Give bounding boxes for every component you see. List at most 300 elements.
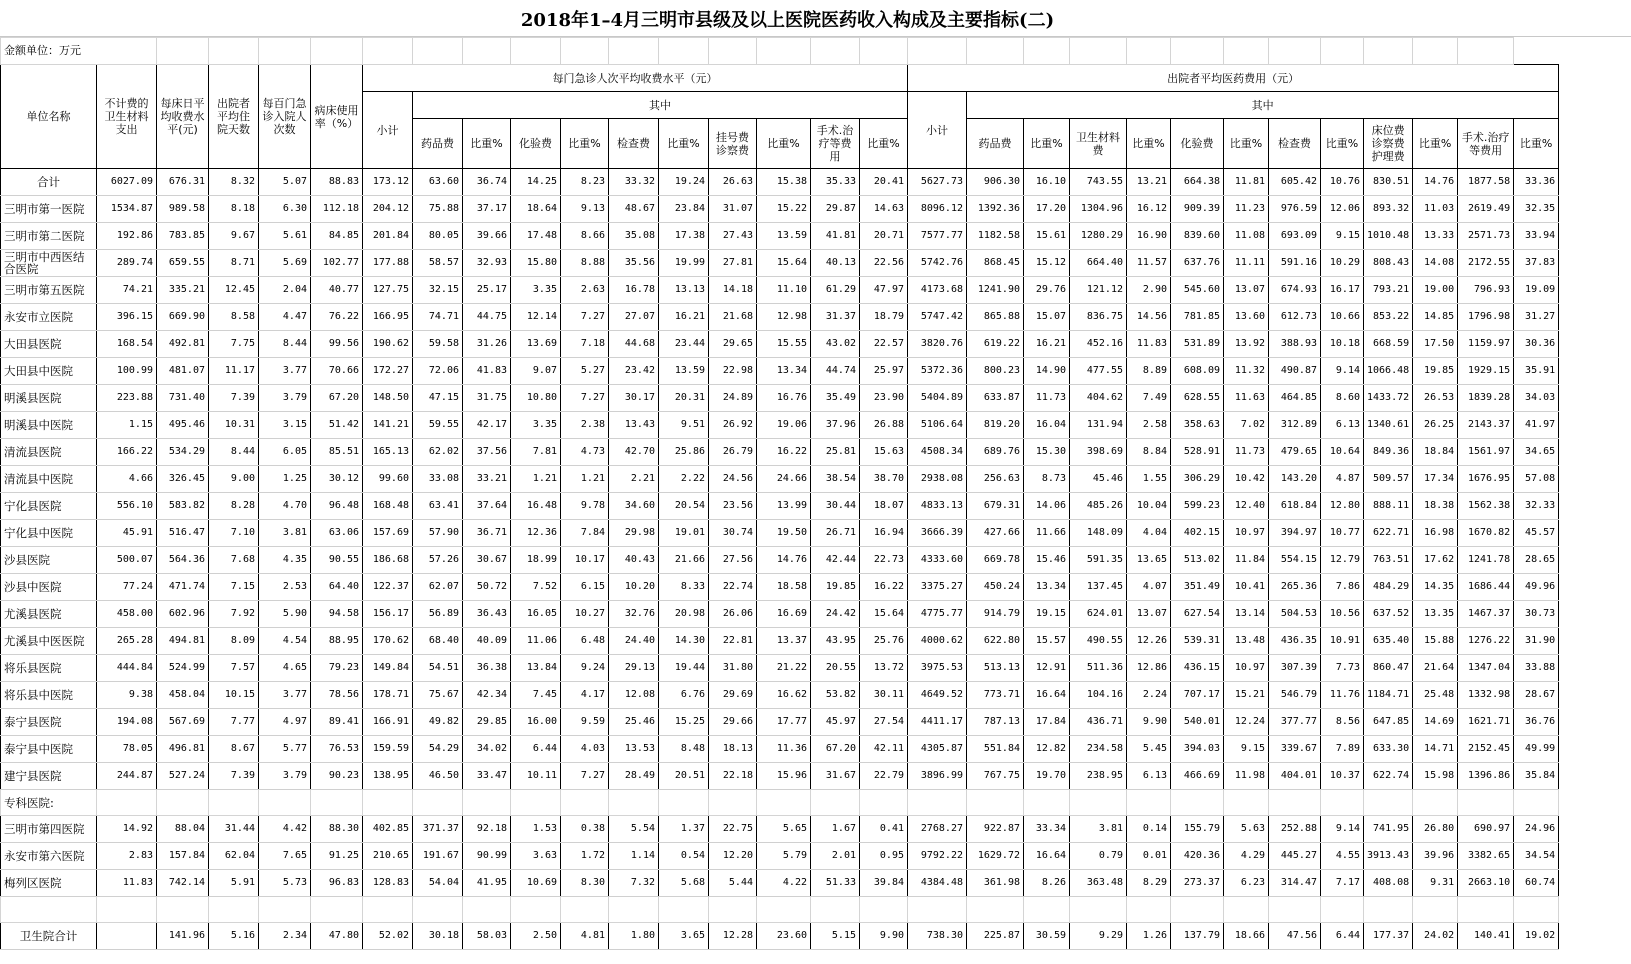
- table-cell: 33.36: [1514, 169, 1559, 196]
- table-cell: 647.85: [1364, 709, 1413, 736]
- table-cell: 204.12: [363, 196, 413, 223]
- table-cell: 495.46: [157, 412, 209, 439]
- table-cell: 59.58: [413, 331, 463, 358]
- table-cell: 9.07: [511, 358, 561, 385]
- table-cell: 783.85: [157, 223, 209, 250]
- table-cell: 24.96: [1514, 816, 1559, 843]
- table-cell: 5.63: [1224, 816, 1269, 843]
- table-cell: 339.67: [1269, 736, 1321, 763]
- table-cell: 11.08: [1224, 223, 1269, 250]
- table-cell: 8.23: [561, 169, 609, 196]
- table-cell: 860.47: [1364, 655, 1413, 682]
- table-cell: 223.88: [97, 385, 157, 412]
- table-cell: [1024, 897, 1070, 923]
- table-cell: 1159.97: [1458, 331, 1514, 358]
- table-cell: 37.56: [463, 439, 511, 466]
- table-cell: 35.56: [609, 250, 659, 277]
- table-cell: 627.54: [1171, 601, 1224, 628]
- table-cell: 3.63: [511, 843, 561, 870]
- table-cell: 7577.77: [908, 223, 967, 250]
- table-cell: 194.08: [97, 709, 157, 736]
- table-cell: 15.22: [757, 196, 811, 223]
- table-cell: 15.64: [860, 601, 908, 628]
- table-cell: 30.11: [860, 682, 908, 709]
- table-cell: 168.48: [363, 493, 413, 520]
- table-cell: 8.29: [1127, 870, 1171, 897]
- table-cell: 31.75: [463, 385, 511, 412]
- table-cell: 633.30: [1364, 736, 1413, 763]
- table-cell: 1392.36: [967, 196, 1024, 223]
- table-cell: 635.40: [1364, 628, 1413, 655]
- table-cell: 1467.37: [1458, 601, 1514, 628]
- table-cell: 5.61: [259, 223, 311, 250]
- table-cell: 15.25: [659, 709, 709, 736]
- header-op-drug: 药品费: [413, 119, 463, 169]
- table-cell: 11.23: [1224, 196, 1269, 223]
- table-cell: 76.22: [311, 304, 363, 331]
- table-cell: 4173.68: [908, 277, 967, 304]
- table-cell: 6.30: [259, 196, 311, 223]
- table-cell: 7.27: [561, 304, 609, 331]
- table-cell: 12.40: [1224, 493, 1269, 520]
- table-cell: 394.03: [1171, 736, 1224, 763]
- table-cell: 13.33: [1413, 223, 1458, 250]
- table-cell: 42.11: [860, 736, 908, 763]
- table-cell: 808.43: [1364, 250, 1413, 277]
- table-cell: 10.41: [1224, 574, 1269, 601]
- table-cell: 26.88: [860, 412, 908, 439]
- table-cell: 22.74: [709, 574, 757, 601]
- table-cell: 19.02: [1514, 923, 1559, 950]
- table-cell: 477.55: [1070, 358, 1127, 385]
- table-cell: 20.54: [659, 493, 709, 520]
- table-cell: 62.02: [413, 439, 463, 466]
- header-ip-drug: 药品费: [967, 119, 1024, 169]
- table-row: [1, 439, 1559, 466]
- table-cell: 567.69: [157, 709, 209, 736]
- table-cell: 738.30: [908, 923, 967, 950]
- table-cell: 9.90: [860, 923, 908, 950]
- table-cell: 7.77: [209, 709, 259, 736]
- row-name: [1, 897, 97, 923]
- table-cell: 436.15: [1171, 655, 1224, 682]
- table-cell: 35.33: [811, 169, 860, 196]
- table-cell: 157.69: [363, 520, 413, 547]
- table-cell: 17.77: [757, 709, 811, 736]
- table-row: [1, 331, 1559, 358]
- table-cell: 14.08: [1413, 250, 1458, 277]
- table-cell: 49.99: [1514, 736, 1559, 763]
- table-cell: 12.80: [1321, 493, 1364, 520]
- table-cell: 693.09: [1269, 223, 1321, 250]
- table-cell: 22.98: [709, 358, 757, 385]
- table-cell: 23.42: [609, 358, 659, 385]
- table-cell: 11.73: [1024, 385, 1070, 412]
- table-cell: 7.73: [1321, 655, 1364, 682]
- table-cell: 1621.71: [1458, 709, 1514, 736]
- table-cell: 13.34: [757, 358, 811, 385]
- table-cell: 583.82: [157, 493, 209, 520]
- table-cell: 17.50: [1413, 331, 1458, 358]
- table-cell: 85.51: [311, 439, 363, 466]
- table-cell: 29.76: [1024, 277, 1070, 304]
- table-cell: 11.76: [1321, 682, 1364, 709]
- table-cell: [811, 897, 860, 923]
- table-cell: 16.76: [757, 385, 811, 412]
- table-cell: 4649.52: [908, 682, 967, 709]
- table-cell: 668.59: [1364, 331, 1413, 358]
- table-cell: 485.26: [1070, 493, 1127, 520]
- table-cell: [259, 897, 311, 923]
- table-cell: 608.09: [1171, 358, 1224, 385]
- table-cell: 6.05: [259, 439, 311, 466]
- table-cell: 58.03: [463, 923, 511, 950]
- header-ip-material: 卫生材料费: [1070, 119, 1127, 169]
- header-ip-lab: 化验费: [1171, 119, 1224, 169]
- table-cell: 6.15: [561, 574, 609, 601]
- table-cell: 690.97: [1458, 816, 1514, 843]
- table-cell: 25.81: [811, 439, 860, 466]
- table-cell: 19.06: [757, 412, 811, 439]
- table-cell: 307.39: [1269, 655, 1321, 682]
- table-cell: 361.98: [967, 870, 1024, 897]
- table-cell: [1127, 790, 1171, 816]
- row-name: 明溪县中医院: [1, 412, 97, 439]
- table-cell: 16.62: [757, 682, 811, 709]
- table-cell: 513.02: [1171, 547, 1224, 574]
- table-cell: 100.99: [97, 358, 157, 385]
- table-cell: 781.85: [1171, 304, 1224, 331]
- row-name: 将乐县中医院: [1, 682, 97, 709]
- table-cell: 210.65: [363, 843, 413, 870]
- table-cell: 52.02: [363, 923, 413, 950]
- table-cell: 6.13: [1127, 763, 1171, 790]
- table-cell: 26.53: [1413, 385, 1458, 412]
- table-cell: 306.29: [1171, 466, 1224, 493]
- table-cell: 10.42: [1224, 466, 1269, 493]
- table-cell: 1929.15: [1458, 358, 1514, 385]
- table-cell: 18.64: [511, 196, 561, 223]
- table-cell: 633.87: [967, 385, 1024, 412]
- table-cell: 10.77: [1321, 520, 1364, 547]
- table-cell: 14.18: [709, 277, 757, 304]
- table-cell: 976.59: [1269, 196, 1321, 223]
- header-ip-drug-ratio: 比重%: [1024, 119, 1070, 169]
- table-cell: 4.07: [1127, 574, 1171, 601]
- table-cell: 29.98: [609, 520, 659, 547]
- table-cell: 78.05: [97, 736, 157, 763]
- row-name: 三明市第五医院: [1, 277, 97, 304]
- table-cell: 38.54: [811, 466, 860, 493]
- table-cell: 49.96: [1514, 574, 1559, 601]
- table-cell: 524.99: [157, 655, 209, 682]
- table-cell: 11.10: [757, 277, 811, 304]
- table-cell: 0.54: [659, 843, 709, 870]
- row-name: 明溪县医院: [1, 385, 97, 412]
- table-cell: 18.79: [860, 304, 908, 331]
- table-cell: 4.29: [1224, 843, 1269, 870]
- table-cell: 44.68: [609, 331, 659, 358]
- table-cell: 20.98: [659, 601, 709, 628]
- table-cell: 9.24: [561, 655, 609, 682]
- table-cell: 618.84: [1269, 493, 1321, 520]
- table-cell: 15.61: [1024, 223, 1070, 250]
- row-name: 三明市第二医院: [1, 223, 97, 250]
- table-cell: 19.85: [1413, 358, 1458, 385]
- row-name: 泰宁县中医院: [1, 736, 97, 763]
- table-cell: 31.90: [1514, 628, 1559, 655]
- table-cell: 0.01: [1127, 843, 1171, 870]
- table-cell: 26.06: [709, 601, 757, 628]
- table-cell: 37.17: [463, 196, 511, 223]
- table-cell: 67.20: [311, 385, 363, 412]
- table-cell: 8.33: [659, 574, 709, 601]
- table-cell: 8.56: [1321, 709, 1364, 736]
- table-cell: 22.73: [860, 547, 908, 574]
- row-name: 梅列区医院: [1, 870, 97, 897]
- row-name: 沙县中医院: [1, 574, 97, 601]
- table-cell: 591.35: [1070, 547, 1127, 574]
- table-cell: 45.97: [811, 709, 860, 736]
- table-cell: 39.66: [463, 223, 511, 250]
- table-cell: 22.56: [860, 250, 908, 277]
- table-cell: 10.20: [609, 574, 659, 601]
- table-cell: 554.15: [1269, 547, 1321, 574]
- table-cell: 13.69: [511, 331, 561, 358]
- table-cell: 10.37: [1321, 763, 1364, 790]
- table-cell: 7.84: [561, 520, 609, 547]
- table-cell: 989.58: [157, 196, 209, 223]
- table-cell: 63.41: [413, 493, 463, 520]
- table-cell: 16.78: [609, 277, 659, 304]
- table-cell: 5.07: [259, 169, 311, 196]
- table-cell: 29.66: [709, 709, 757, 736]
- table-cell: 88.83: [311, 169, 363, 196]
- table-cell: [1364, 897, 1413, 923]
- table-cell: 36.43: [463, 601, 511, 628]
- table-cell: 57.26: [413, 547, 463, 574]
- table-cell: 23.90: [860, 385, 908, 412]
- table-cell: 9.90: [1127, 709, 1171, 736]
- table-cell: 8.44: [209, 439, 259, 466]
- table-cell: 1839.28: [1458, 385, 1514, 412]
- table-cell: 484.29: [1364, 574, 1413, 601]
- table-cell: 8.66: [561, 223, 609, 250]
- table-cell: 3.77: [259, 682, 311, 709]
- table-cell: 36.74: [463, 169, 511, 196]
- table-cell: 445.27: [1269, 843, 1321, 870]
- table-cell: 10.69: [511, 870, 561, 897]
- table-cell: 363.48: [1070, 870, 1127, 897]
- table-cell: 8.88: [561, 250, 609, 277]
- table-cell: 2.83: [97, 843, 157, 870]
- table-cell: 9792.22: [908, 843, 967, 870]
- table-cell: 138.95: [363, 763, 413, 790]
- table-cell: 155.79: [1171, 816, 1224, 843]
- table-cell: 36.71: [463, 520, 511, 547]
- table-cell: 551.84: [967, 736, 1024, 763]
- table-cell: 20.51: [659, 763, 709, 790]
- table-cell: 10.80: [511, 385, 561, 412]
- table-row: [1, 277, 1559, 304]
- table-cell: 922.87: [967, 816, 1024, 843]
- page-title: 2018年1–4月三明市县级及以上医院医药收入构成及主要指标(二): [520, 10, 1055, 31]
- table-cell: 1.25: [259, 466, 311, 493]
- table-cell: 2143.37: [1458, 412, 1514, 439]
- table-cell: 2.38: [561, 412, 609, 439]
- table-cell: [511, 897, 561, 923]
- table-cell: 13.35: [1413, 601, 1458, 628]
- table-row: [1, 709, 1559, 736]
- table-cell: 388.93: [1269, 331, 1321, 358]
- table-cell: 1241.90: [967, 277, 1024, 304]
- table-cell: [860, 897, 908, 923]
- table-cell: 62.07: [413, 574, 463, 601]
- table-cell: 1.15: [97, 412, 157, 439]
- table-cell: 1.26: [1127, 923, 1171, 950]
- table-cell: 273.37: [1171, 870, 1224, 897]
- table-cell: 18.84: [1413, 439, 1458, 466]
- table-cell: 26.92: [709, 412, 757, 439]
- table-row: [1, 250, 1559, 277]
- header-ip-lab-ratio: 比重%: [1224, 119, 1269, 169]
- table-cell: 34.03: [1514, 385, 1559, 412]
- table-cell: 16.17: [1321, 277, 1364, 304]
- table-row: [1, 923, 1559, 950]
- table-cell: 3.15: [259, 412, 311, 439]
- header-ip-subtotal: 小计: [908, 92, 967, 169]
- table-cell: 34.60: [609, 493, 659, 520]
- row-name: 尤溪县医院: [1, 601, 97, 628]
- table-cell: 7.32: [609, 870, 659, 897]
- table-cell: 31.26: [463, 331, 511, 358]
- table-cell: 33.21: [463, 466, 511, 493]
- table-cell: 2571.73: [1458, 223, 1514, 250]
- table-cell: 9.67: [209, 223, 259, 250]
- table-cell: 6.13: [1321, 412, 1364, 439]
- table-row: [1, 682, 1559, 709]
- table-cell: 29.87: [811, 196, 860, 223]
- table-cell: 13.65: [1127, 547, 1171, 574]
- table-cell: 12.26: [1127, 628, 1171, 655]
- table-cell: 6.23: [1224, 870, 1269, 897]
- table-cell: 5742.76: [908, 250, 967, 277]
- table-cell: 172.27: [363, 358, 413, 385]
- table-cell: 2.21: [609, 466, 659, 493]
- table-cell: 5106.64: [908, 412, 967, 439]
- table-cell: 7.39: [209, 385, 259, 412]
- table-cell: 3.35: [511, 412, 561, 439]
- table-cell: 3.79: [259, 385, 311, 412]
- table-cell: 865.88: [967, 304, 1024, 331]
- table-cell: 13.07: [1224, 277, 1269, 304]
- table-cell: 1182.58: [967, 223, 1024, 250]
- table-cell: 11.83: [1127, 331, 1171, 358]
- table-cell: 14.76: [757, 547, 811, 574]
- table-cell: 14.30: [659, 628, 709, 655]
- table-cell: 17.84: [1024, 709, 1070, 736]
- table-cell: 76.53: [311, 736, 363, 763]
- table-cell: 8.32: [209, 169, 259, 196]
- table-cell: 40.77: [311, 277, 363, 304]
- table-cell: 4305.87: [908, 736, 967, 763]
- table-cell: 33.94: [1514, 223, 1559, 250]
- table-cell: 9.51: [659, 412, 709, 439]
- table-cell: 1.14: [609, 843, 659, 870]
- table-cell: 402.15: [1171, 520, 1224, 547]
- table-cell: 63.60: [413, 169, 463, 196]
- table-cell: 1877.58: [1458, 169, 1514, 196]
- table-cell: 70.66: [311, 358, 363, 385]
- table-cell: 335.21: [157, 277, 209, 304]
- table-cell: 11.06: [511, 628, 561, 655]
- table-cell: 402.85: [363, 816, 413, 843]
- table-cell: 2.01: [811, 843, 860, 870]
- table-cell: 137.45: [1070, 574, 1127, 601]
- table-cell: 54.29: [413, 736, 463, 763]
- table-cell: 42.70: [609, 439, 659, 466]
- table-cell: 25.76: [860, 628, 908, 655]
- table-cell: 48.67: [609, 196, 659, 223]
- table-cell: [1024, 790, 1070, 816]
- table-row: [1, 223, 1559, 250]
- table-cell: 16.22: [757, 439, 811, 466]
- table-cell: 35.84: [1514, 763, 1559, 790]
- table-cell: 25.17: [463, 277, 511, 304]
- table-cell: 404.62: [1070, 385, 1127, 412]
- table-cell: 148.09: [1070, 520, 1127, 547]
- table-cell: 35.91: [1514, 358, 1559, 385]
- table-cell: 8.89: [1127, 358, 1171, 385]
- header-op-drug-ratio: 比重%: [463, 119, 511, 169]
- table-cell: 371.37: [413, 816, 463, 843]
- table-cell: 6.44: [511, 736, 561, 763]
- table-cell: 793.21: [1364, 277, 1413, 304]
- table-cell: 12.24: [1224, 709, 1269, 736]
- table-cell: 8.71: [209, 250, 259, 277]
- table-cell: 15.55: [757, 331, 811, 358]
- table-cell: 96.83: [311, 870, 363, 897]
- table-row: [1, 601, 1559, 628]
- table-cell: 39.84: [860, 870, 908, 897]
- table-cell: 3375.27: [908, 574, 967, 601]
- table-cell: 707.17: [1171, 682, 1224, 709]
- table-cell: 7.68: [209, 547, 259, 574]
- table-cell: 3913.43: [1364, 843, 1413, 870]
- table-cell: 16.00: [511, 709, 561, 736]
- table-cell: 91.25: [311, 843, 363, 870]
- table-cell: 674.93: [1269, 277, 1321, 304]
- header-op-sub: 其中: [413, 92, 908, 119]
- table-cell: 90.23: [311, 763, 363, 790]
- table-cell: 3975.53: [908, 655, 967, 682]
- table-cell: 4.55: [1321, 843, 1364, 870]
- table-row: [1, 843, 1559, 870]
- table-cell: 1629.72: [967, 843, 1024, 870]
- table-cell: 602.96: [157, 601, 209, 628]
- table-cell: 74.21: [97, 277, 157, 304]
- table-cell: 15.98: [1413, 763, 1458, 790]
- table-cell: 4508.34: [908, 439, 967, 466]
- header-ip-material-ratio: 比重%: [1127, 119, 1171, 169]
- table-cell: 63.06: [311, 520, 363, 547]
- table-cell: 41.81: [811, 223, 860, 250]
- table-cell: 1796.98: [1458, 304, 1514, 331]
- table-cell: [1514, 790, 1559, 816]
- table-cell: 16.69: [757, 601, 811, 628]
- table-cell: 34.65: [1514, 439, 1559, 466]
- table-cell: 31.27: [1514, 304, 1559, 331]
